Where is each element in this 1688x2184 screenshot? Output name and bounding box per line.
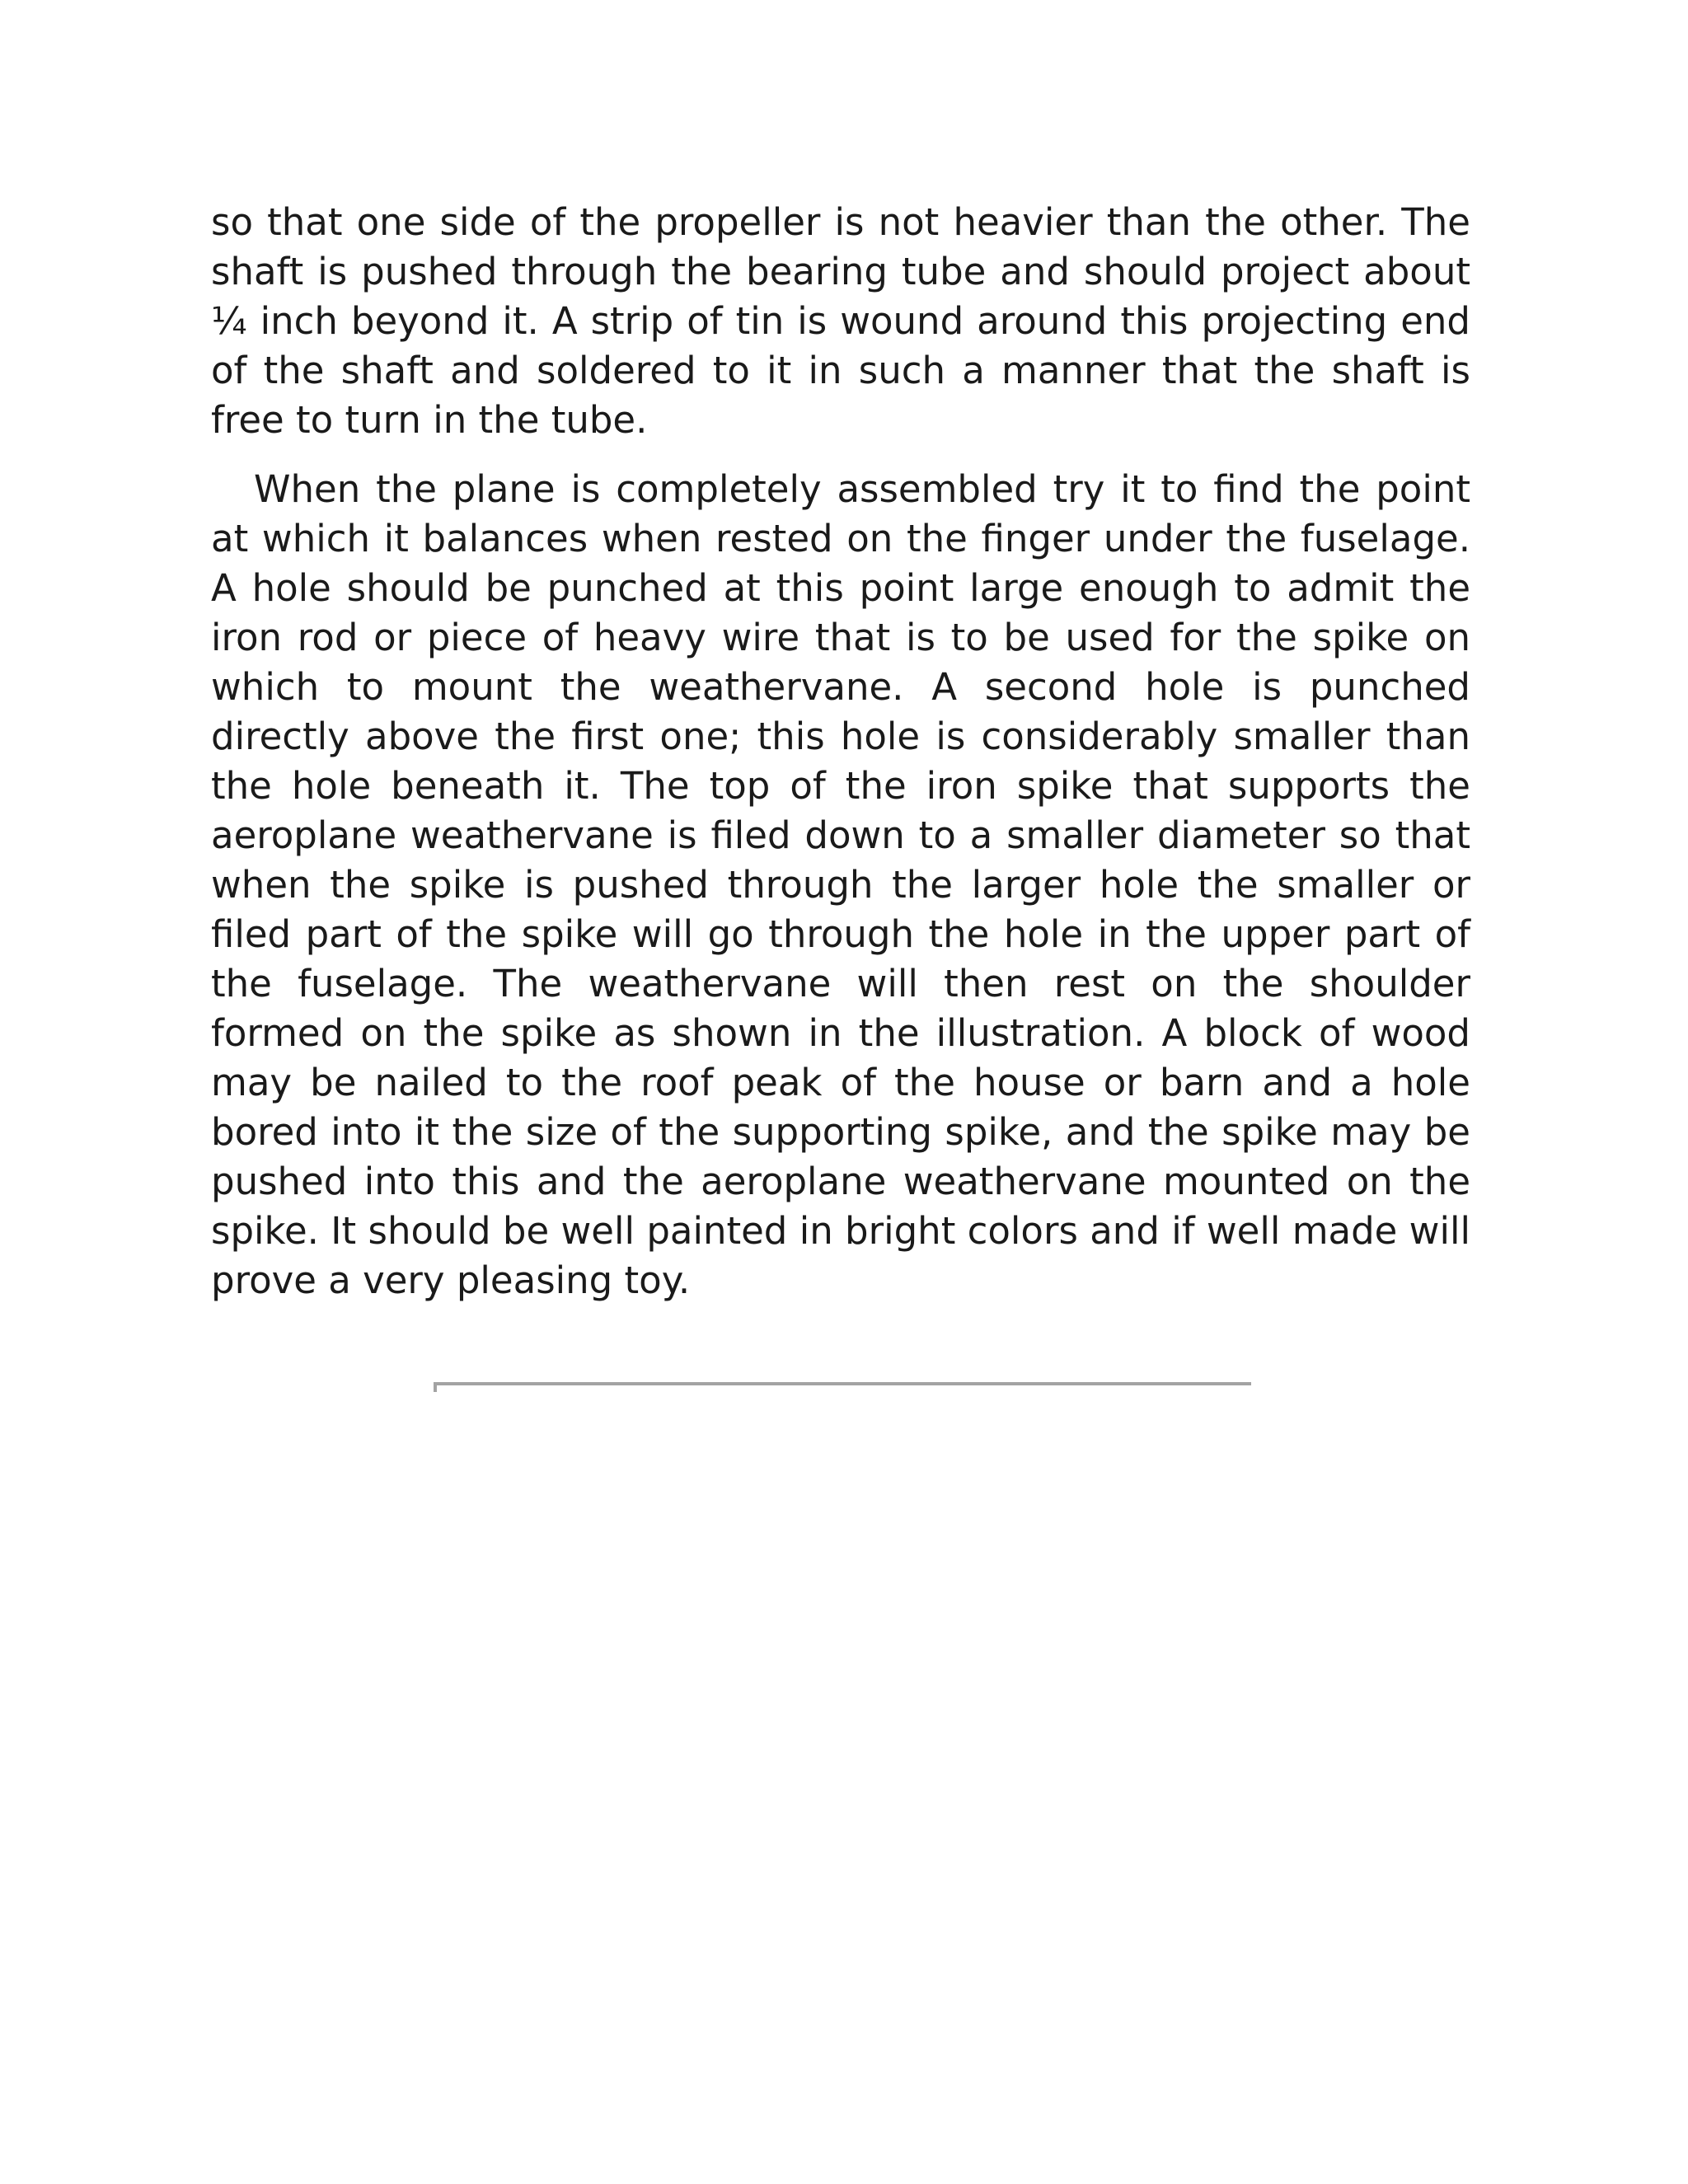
paragraph-weathervane-mounting: When the plane is completely assembled try it to find the point at which it balances when rested on the finger under the fuselage. A hole should be punched at this point large enough to admit the iron rod or piece of heavy wire that is to be used for the spike on which to mount the weathervane. A second hole is punched directly above the first one; this hole is considerably smaller than the hole beneath it. The top of the iron spike that supports the aeroplane weathervane is filed down to a smaller diameter so that when the spike is pushed through the larger hole the smaller or filed part of the spike will go through the hole in the upper part of the fuselage. The weathervane will then rest on the shoulder formed on the spike as shown in the illustration. A block of wood may be nailed to the roof peak of the house or barn and a hole bored into it the size of the supporting spike, and the spike may be pushed into this and the aeroplane weathervane mounted on the spike. It should be well painted in bright colors and if well made will prove a very pleasing toy.: [211, 467, 1470, 1302]
section-divider-tick: [434, 1382, 437, 1392]
paragraph-propeller-shaft: so that one side of the propeller is not heavier than the other. The shaft is pushed through the bearing tube and should project about ¼ inch beyond it. A strip of tin is wound around this projecting end of the shaft and soldered to it in such a manner that the shaft is free to turn in the tube.: [211, 200, 1470, 442]
body-text: [211, 198, 1470, 1325]
section-divider: [434, 1382, 1251, 1385]
